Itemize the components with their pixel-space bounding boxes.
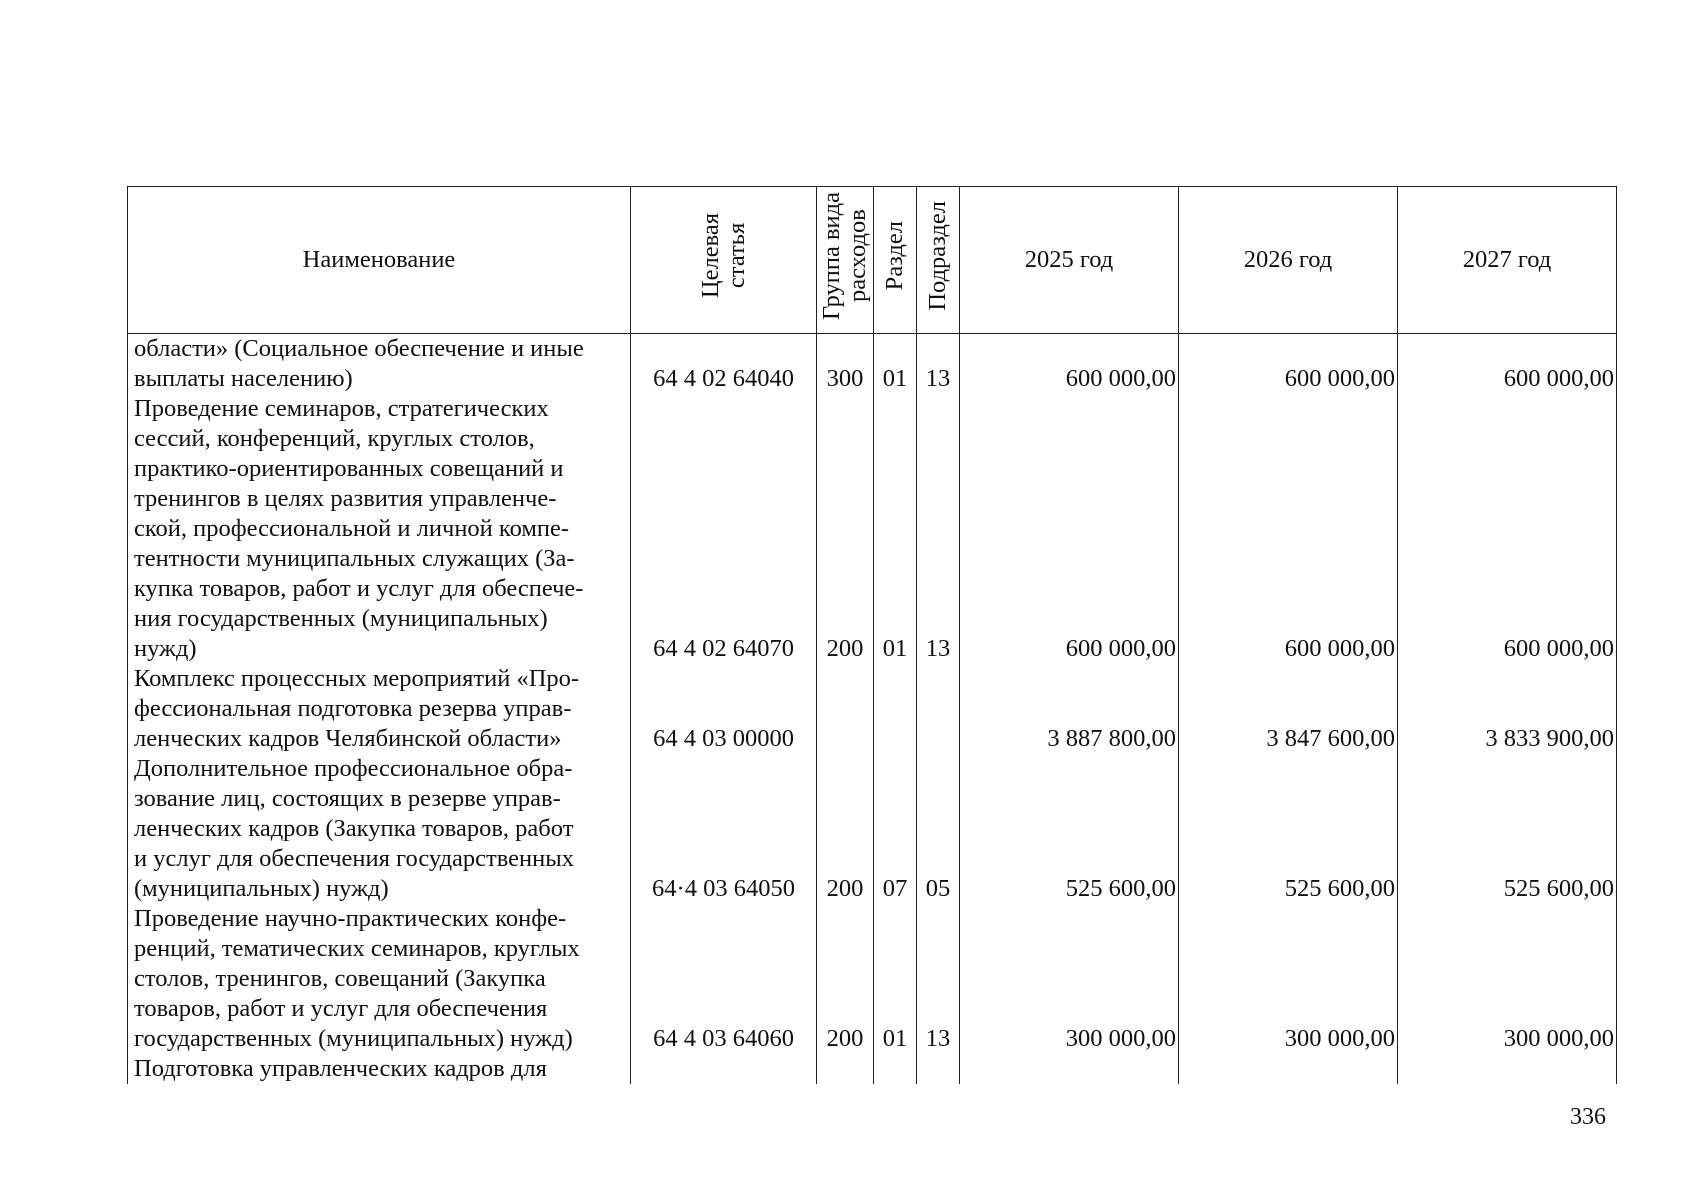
row-group <box>817 664 874 754</box>
row-section: 01 <box>874 394 917 664</box>
row-group: 200 <box>817 904 874 1054</box>
row-2025 <box>960 1054 1179 1084</box>
row-2026: 300 000,00 <box>1179 904 1398 1054</box>
header-subsection: Подраздел <box>917 187 960 334</box>
header-2025: 2025 год <box>960 187 1179 334</box>
row-name-line: фессиональная подготовка резерва управ- <box>134 695 572 722</box>
row-code: 64 4 03 00000 <box>631 664 817 754</box>
table-row <box>128 904 1617 1054</box>
row-2027: 525 600,00 <box>1398 754 1617 904</box>
row-2026: 525 600,00 <box>1179 754 1398 904</box>
row-name-line: тентности муниципальных служащих (За- <box>134 545 575 572</box>
row-section <box>874 1054 917 1084</box>
table-row <box>128 754 1617 904</box>
row-2025: 600 000,00 <box>960 394 1179 664</box>
row-2027 <box>1398 1054 1617 1084</box>
row-code: 64 4 02 64040 <box>631 334 817 395</box>
row-name <box>128 754 631 904</box>
row-name-line: купка товаров, работ и услуг для обеспече- <box>134 575 584 602</box>
row-section: 01 <box>874 334 917 395</box>
row-2025: 525 600,00 <box>960 754 1179 904</box>
row-2025: 300 000,00 <box>960 904 1179 1054</box>
row-name <box>128 394 631 664</box>
table-body <box>128 334 1617 1085</box>
row-subsection: 13 <box>917 334 960 395</box>
row-name-line: Подготовка управленческих кадров для <box>134 1055 547 1082</box>
row-name-line: области» (Социальное обеспечение и иные <box>134 335 584 362</box>
row-name-line: ленческих кадров Челябинской области» <box>134 725 562 752</box>
row-2026: 600 000,00 <box>1179 394 1398 664</box>
header-code: Целевая статья <box>631 187 817 334</box>
row-section <box>874 664 917 754</box>
row-name-line: Проведение семинаров, стратегических <box>134 395 549 422</box>
row-code: 64 4 02 64070 <box>631 394 817 664</box>
row-code: 64·4 03 64050 <box>631 754 817 904</box>
row-name-line: сессий, конференций, круглых столов, <box>134 425 535 452</box>
row-2026: 600 000,00 <box>1179 334 1398 395</box>
row-name-line: столов, тренингов, совещаний (Закупка <box>134 965 546 992</box>
header-group: Группа вида расходов <box>817 187 874 334</box>
row-name <box>128 664 631 754</box>
row-2027: 600 000,00 <box>1398 334 1617 395</box>
row-name-line: практико-ориентированных совещаний и <box>134 455 564 482</box>
page-number: 336 <box>1570 1104 1606 1130</box>
table-row <box>128 334 1617 395</box>
row-name-line: нужд) <box>134 635 197 662</box>
row-subsection: 13 <box>917 394 960 664</box>
row-section: 01 <box>874 904 917 1054</box>
table-row <box>128 394 1617 664</box>
row-name-line: ской, профессиональной и личной компе- <box>134 515 570 542</box>
row-2027: 3 833 900,00 <box>1398 664 1617 754</box>
row-name-line: Комплекс процессных мероприятий «Про- <box>134 665 580 692</box>
row-name <box>128 904 631 1054</box>
row-name-line: выплаты населению) <box>134 365 353 392</box>
row-section: 07 <box>874 754 917 904</box>
row-subsection <box>917 1054 960 1084</box>
row-name-line: Проведение научно-практических конфе- <box>134 905 567 932</box>
row-2026: 3 847 600,00 <box>1179 664 1398 754</box>
row-name-line: ренций, тематических семинаров, круглых <box>134 935 580 962</box>
table-header-row <box>128 187 1617 334</box>
row-name-line: тренингов в целях развития управленче- <box>134 485 557 512</box>
row-code <box>631 1054 817 1084</box>
row-group: 200 <box>817 394 874 664</box>
row-name <box>128 334 631 395</box>
row-name <box>128 1054 631 1084</box>
row-2027: 300 000,00 <box>1398 904 1617 1054</box>
header-section: Раздел <box>874 187 917 334</box>
table-row <box>128 1054 1617 1084</box>
row-group <box>817 1054 874 1084</box>
row-name-line: товаров, работ и услуг для обеспечения <box>134 995 548 1022</box>
row-name-line: Дополнительное профессиональное обра- <box>134 755 573 782</box>
row-2026 <box>1179 1054 1398 1084</box>
row-name-line: ния государственных (муниципальных) <box>134 605 548 632</box>
row-code: 64 4 03 64060 <box>631 904 817 1054</box>
row-name-line: зование лиц, состоящих в резерве управ- <box>134 785 561 812</box>
row-2025: 600 000,00 <box>960 334 1179 395</box>
row-group: 200 <box>817 754 874 904</box>
row-subsection: 05 <box>917 754 960 904</box>
row-2025: 3 887 800,00 <box>960 664 1179 754</box>
row-group: 300 <box>817 334 874 395</box>
row-subsection: 13 <box>917 904 960 1054</box>
table-row <box>128 664 1617 754</box>
header-2026: 2026 год <box>1179 187 1398 334</box>
row-name-line: (муниципальных) нужд) <box>134 875 389 902</box>
row-name-line: ленческих кадров (Закупка товаров, работ <box>134 815 574 842</box>
row-2027: 600 000,00 <box>1398 394 1617 664</box>
header-name: Наименование <box>128 187 631 334</box>
row-name-line: и услуг для обеспечения государственных <box>134 845 574 872</box>
row-subsection <box>917 664 960 754</box>
budget-table <box>127 186 1617 1084</box>
header-2027: 2027 год <box>1398 187 1617 334</box>
row-name-line: государственных (муниципальных) нужд) <box>134 1025 573 1052</box>
